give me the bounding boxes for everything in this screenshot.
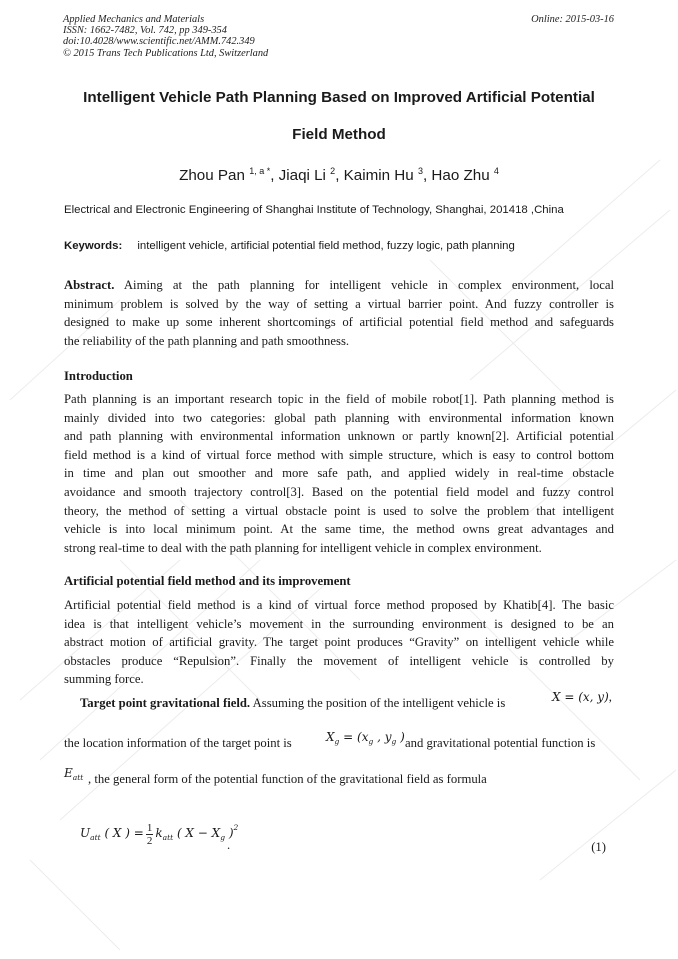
inline-math: $E_{att}$ bbox=[64, 766, 84, 782]
paragraph-line: Path planning is an important research topic in the field of mobile robot[1]. Path planning method is bbox=[64, 392, 614, 406]
abstract-text: Aiming at the path planning for intelligent vehicle in complex environment, local bbox=[123, 278, 614, 292]
author-affiliation-mark: 2 bbox=[330, 166, 336, 176]
author-name: Hao Zhu bbox=[431, 167, 490, 184]
paragraph-line: vehicle is into local minimum point. At the same time, the method owns great advantages and bbox=[64, 522, 614, 537]
paragraph-line: idea is that intelligent vehicle’s movement in the surrounding environment is designed to be an bbox=[64, 616, 614, 631]
fraction-half: $\frac{1}{2}$ bbox=[146, 822, 153, 847]
section-heading-apf: Artificial potential field method and its improvement bbox=[64, 574, 351, 588]
paragraph-line: summing force. bbox=[64, 672, 144, 687]
abstract-line: minimum problem is solved by the way of setting a virtual barrier point. And fuzzy controller is bbox=[64, 296, 614, 311]
author-name: Kaimin Hu bbox=[343, 167, 414, 184]
paragraph-line: and path planning with environmental information unknown or partly known[2]. Artificial potential bbox=[64, 429, 614, 444]
display-math: $k_{att}$ ( $X - X_g$ )$^2$ bbox=[155, 823, 239, 843]
vehicle-position-formula bbox=[552, 690, 612, 705]
abstract-line: the reliability of the path planning and path smoothness. bbox=[64, 333, 350, 348]
author-separator: , bbox=[335, 167, 344, 184]
gravity-paragraph-line-2: the location information of the target point is bbox=[64, 736, 292, 750]
abstract bbox=[64, 276, 614, 350]
paragraph-line: Artificial potential field method is a kind of virtual force method proposed by Khatib[4]. The basic bbox=[64, 598, 614, 612]
equation-number: (1) bbox=[591, 840, 606, 854]
paragraph-line: abstract motion of artificial gravity. The target point produces “Gravity” on intelligent vehicle while bbox=[64, 635, 614, 650]
paragraph-line: theory, the method of setting a virtual obstacle point is used to solve the problem that intelligent bbox=[64, 503, 614, 518]
paragraph-line: in time and plan out smoother and more safe path, and applied widely in real-time obstacle bbox=[64, 466, 614, 481]
issn-line: ISSN: 1662-7482, Vol. 742, pp 349-354 bbox=[63, 25, 227, 37]
target-position-formula bbox=[326, 730, 405, 745]
doi-link[interactable]: doi:10.4028/www.scientific.net/AMM.742.349 bbox=[63, 36, 255, 48]
paragraph-line: field method is a kind of virtual force method with simple structure, which is easy to control bottom bbox=[64, 447, 614, 462]
author-affiliation-mark: 4 bbox=[493, 166, 499, 176]
keywords-text: intelligent vehicle, artificial potential field method, fuzzy logic, path planning bbox=[137, 240, 515, 252]
apf-paragraph bbox=[64, 596, 614, 689]
author-name: Jiaqi Li bbox=[278, 167, 326, 184]
affiliation: Electrical and Electronic Engineering of Shanghai Institute of Technology, Shanghai, 201418 ,China bbox=[64, 204, 564, 216]
gravity-paragraph-line-2-end: and gravitational potential function is bbox=[405, 736, 596, 750]
paragraph-line: mainly divided into two categories: global path planning with environmental information known bbox=[64, 410, 614, 425]
paper-title-line-1: Intelligent Vehicle Path Planning Based on Improved Artificial Potential bbox=[83, 89, 595, 106]
author-separator: , bbox=[422, 167, 432, 184]
introduction-paragraph bbox=[64, 390, 614, 557]
author-affiliation-mark: 1, a * bbox=[249, 166, 271, 176]
author-name: Zhou Pan bbox=[179, 167, 245, 184]
equation-terminator: . bbox=[227, 838, 231, 852]
paragraph-line: avoidance and smooth trajectory control[3]. Based on the potential field model and fuzzy control bbox=[64, 484, 614, 499]
paragraph-line: strong real-time to deal with the path planning for intelligent vehicle in complex environment. bbox=[64, 540, 542, 555]
paper-title-line-2: Field Method bbox=[292, 126, 386, 143]
keywords bbox=[64, 240, 515, 252]
abstract-label: Abstract. bbox=[64, 278, 115, 292]
paragraph-line: obstacles produce “Repulsion”. Finally the movement of intelligent vehicle is controlled by bbox=[64, 653, 614, 668]
abstract-line: designed to make up some inherent shortcomings of artificial potential field method and safeguards bbox=[64, 315, 614, 330]
inline-math: X = (x, y) bbox=[552, 690, 609, 704]
section-heading-introduction: Introduction bbox=[64, 369, 133, 383]
journal-name: Applied Mechanics and Materials bbox=[63, 14, 205, 25]
potential-symbol bbox=[64, 766, 83, 781]
abstract-line bbox=[64, 276, 614, 295]
gravity-text: Assuming the position of the intelligent vehicle is bbox=[252, 696, 506, 710]
journal-header bbox=[63, 14, 268, 59]
keywords-label: Keywords: bbox=[64, 240, 123, 252]
inline-math: $X_g = (x_g$ , $y_g$ ) bbox=[326, 730, 405, 746]
author-affiliation-mark: 3 bbox=[417, 166, 423, 176]
author-separator: , bbox=[270, 167, 279, 184]
punctuation: , bbox=[608, 690, 612, 704]
equation-1 bbox=[80, 822, 238, 847]
online-date: Online: 2015-03-16 bbox=[531, 14, 614, 25]
gravity-paragraph-line-3: , the general form of the potential function of the gravitational field as formula bbox=[88, 772, 487, 786]
display-math: $U_{att}$ ( X ) = bbox=[80, 826, 144, 843]
author-list bbox=[40, 167, 638, 184]
gravity-paragraph-line-1 bbox=[80, 696, 505, 711]
copyright-line: © 2015 Trans Tech Publications Ltd, Switzerland bbox=[63, 47, 269, 59]
gravity-subheading: Target point gravitational field. bbox=[80, 696, 251, 710]
